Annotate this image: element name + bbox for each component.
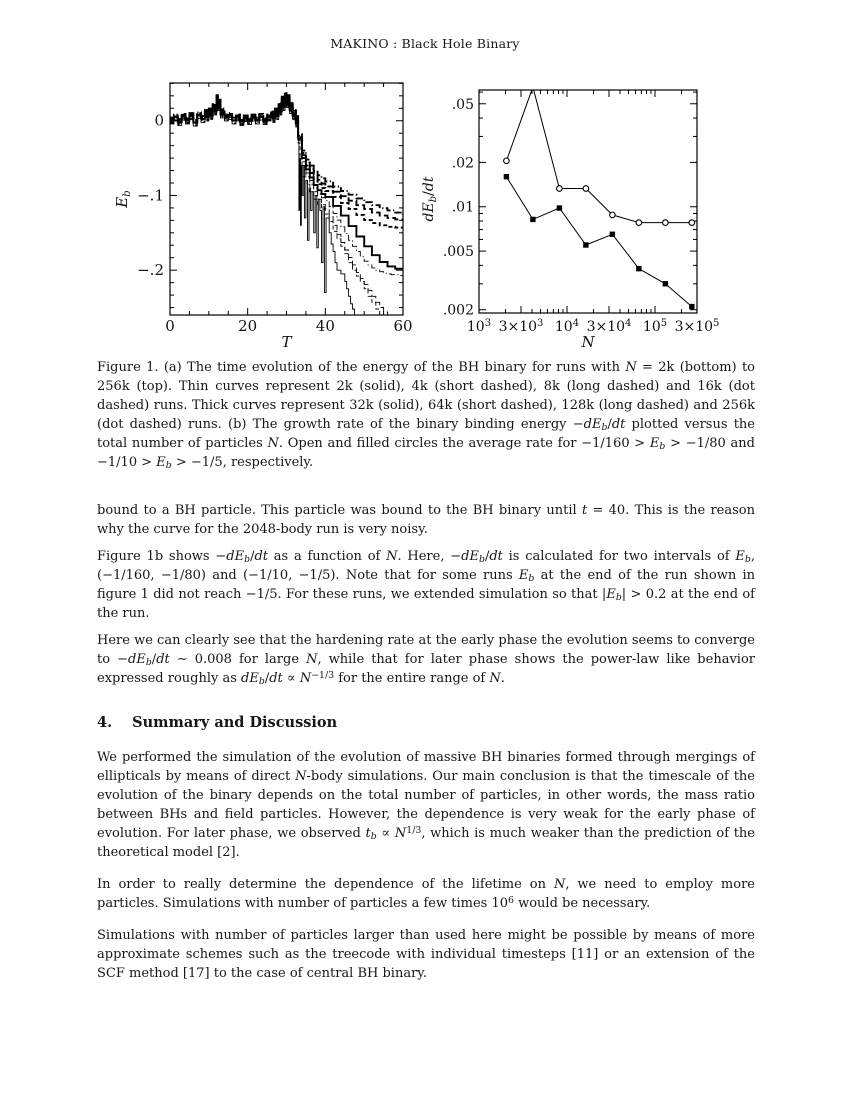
svg-text:N: N (581, 333, 595, 351)
svg-text:−.1: −.1 (137, 186, 164, 205)
series-open-circles (504, 87, 695, 225)
section-title: Summary and Discussion (132, 714, 338, 731)
paragraph-3: Here we can clearly see that the hardening rate at the early phase the evolution seems to converge to $-dE_b/dt$ ∼ 0.008 for large N, while that for later phase shows the power-law like behavior expressed roughly as $dE_b/dt \propto N^{-1/3}$ for the entire range of N. (97, 633, 755, 688)
paragraph-6: Simulations with number of particles larger than used here might be possible by means of more approximate schemes such as the treecode with individual timesteps [11] or an extension of the SCF method [17] to the case of central BH binary. (97, 928, 755, 981)
figure-1-caption: Figure 1. (a) The time evolution of the energy of the BH binary for runs with N = 2k (bottom) to 256k (top). Thin curves represent 2k (solid), 4k (short dashed), 8k (long dashed) and 16k (dot dashed) runs. Thick curves represent 32k (solid), 64k (short dashed), 128k (long dashed) and 256k (dot dashed) runs. (b) The growth rate of the binary binding energy $-dE_b/dt$ plotted versus the total number of particles N. Open and filled circles the average rate for $-1/160 > E_b > -1/80$ and $-1/10 > E_b > -1/5$, respectively. (97, 360, 755, 472)
svg-text:103: $10^3$ (466, 318, 492, 335)
series-filled-squares (504, 174, 695, 309)
body-text (97, 501, 755, 996)
svg-text:Eb: $E_b$ (113, 190, 133, 208)
paragraph-2: Figure 1b shows $-dE_b/dt$ as a function of N. Here, $-dE_b/dt$ is calculated for two intervals of $E_b$, (−1/160, −1/80) and (−1/10, −1/5). Note that for some runs $E_b$ at the end of the run shown in figure 1 did not reach −1/5. For these runs, we extended simulation so that $|E_b| > 0.2$ at the end of the run. (97, 549, 755, 621)
running-head: MAKINO : Black Hole Binary (330, 36, 520, 51)
svg-text:−.2: −.2 (137, 261, 164, 280)
series-256k (170, 92, 403, 215)
svg-text:104: $10^4$ (554, 318, 580, 335)
section-number: 4. (97, 714, 113, 731)
svg-text:.002: .002 (442, 302, 474, 319)
svg-text:105: $10^5$ (642, 318, 668, 335)
series-2k (170, 99, 356, 322)
svg-text:40: 40 (315, 317, 335, 335)
svg-text:3×104: $3\times 10^4$ (586, 318, 632, 335)
section-heading (97, 713, 755, 732)
svg-text:.05: .05 (451, 96, 474, 113)
svg-text:3×105: $3\times 10^5$ (674, 318, 720, 335)
svg-text:0: 0 (154, 111, 164, 130)
svg-text:.02: .02 (451, 155, 474, 172)
paragraph-4: We performed the simulation of the evolution of massive BH binaries formed through mergings of ellipticals by means of direct N-body simulations. Our main conclusion is that the timescale of the evolution of the binary depends on the total number of particles, in other words, the mass ratio between BHs and field particles. However, the dependence is very weak for the early phase of evolution. For later phase, we observed $t_b \propto N^{1/3}$, which is much weaker than the prediction of the theoretical model [2]. (97, 750, 755, 860)
svg-text:.01: .01 (451, 199, 474, 216)
svg-text:60: 60 (393, 317, 413, 335)
svg-text:dEb/dt: $dE_b/dt$ (421, 176, 439, 222)
paragraph-5: In order to really determine the dependence of the lifetime on N, we need to employ more particles. Simulations with number of particles a few times $10^6$ would be necessary. (97, 877, 755, 911)
series-8k (170, 97, 395, 321)
axes-b (421, 90, 719, 351)
paragraph-1: bound to a BH particle. This particle was bound to the BH binary until t = 40. This is the reason why the curve for the 2048-body run is very noisy. (97, 503, 755, 537)
svg-text:20: 20 (238, 317, 258, 335)
figure-1b-hardening-rate-plot (420, 75, 730, 360)
svg-text:.005: .005 (442, 244, 474, 261)
svg-text:0: 0 (165, 317, 175, 335)
svg-text:T: T (281, 333, 292, 351)
svg-text:3×103: $3\times 10^3$ (498, 318, 544, 335)
figure-1a-energy-plot (95, 75, 425, 360)
